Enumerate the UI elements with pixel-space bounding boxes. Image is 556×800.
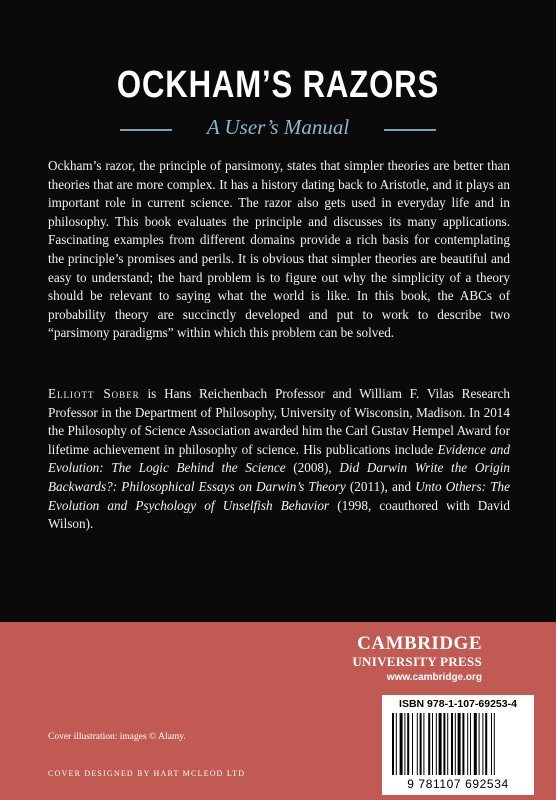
barcode-box [382,695,534,795]
book-subtitle: A User’s Manual [206,115,350,139]
bio-text-1: is Hans Reichenbach Professor and William F. Vilas Research Professor in the Department of Philosophy, University of Wisconsin, Madison. In 2014 the Philosophy of Science Association awarded him the Carl Gustav Hempel Award for lifetime achievement in philosophy of science. His publications include [48,386,510,457]
bio-text-2: (2008), [285,460,340,476]
subtitle-row [0,115,556,145]
isbn-label: ISBN 978-1-107-69253-4 [399,698,517,710]
cover-illustration-credit: Cover illustration: images © Alamy. [48,732,186,742]
publisher-logo: CAMBRIDGE [357,633,482,654]
cover-designer-credit: COVER DESIGNED BY HART MCLEOD LTD [48,769,246,778]
author-name: Elliott Sober [48,386,140,401]
bio-book-1: Evidence and Evolution: The Logic Behind the Science [48,441,510,476]
barcode-digits: 9 781107 692534 [407,777,509,791]
bio-text-3: (2011), and [345,478,416,494]
book-title: OCKHAM’S RAZORS [116,64,440,106]
bio-book-2: Did Darwin Write the Origin Backwards?: Philosophical Essays on Darwin’s Theory [48,460,510,494]
bio-book-3: Unto Others: The Evolution and Psychology of Unselfish Behavior [48,478,510,513]
subtitle-rule-right [384,129,436,131]
bio-text-4: (1998, coauthored with David Wilson). [48,497,510,532]
barcode-icon [390,713,526,775]
publisher-logo-sub: UNIVERSITY PRESS [352,654,482,669]
author-bio [48,385,510,534]
book-description: Ockham’s razor, the principle of parsimony, states that simpler theories are better than theories that are more complex. It has a history dating back to Aristotle, and it plays an important role in current science. The razor also gets used in everyday life and in philosophy. This book evaluates the principle and discusses its many applications. Fascinating examples from different domains provide a rich basis for contemplating the principle’s promises and perils. It is obvious that simpler theories are beautiful and easy to understand; the hard problem is to figure out why the simplicity of a theory should be relevant to saying what the world is like. In this book, the ABCs of probability theory are succinctly developed and put to work to describe two “parsimony paradigms” within which this problem can be solved. [48,158,510,341]
publisher-url: www.cambridge.org [386,672,482,683]
